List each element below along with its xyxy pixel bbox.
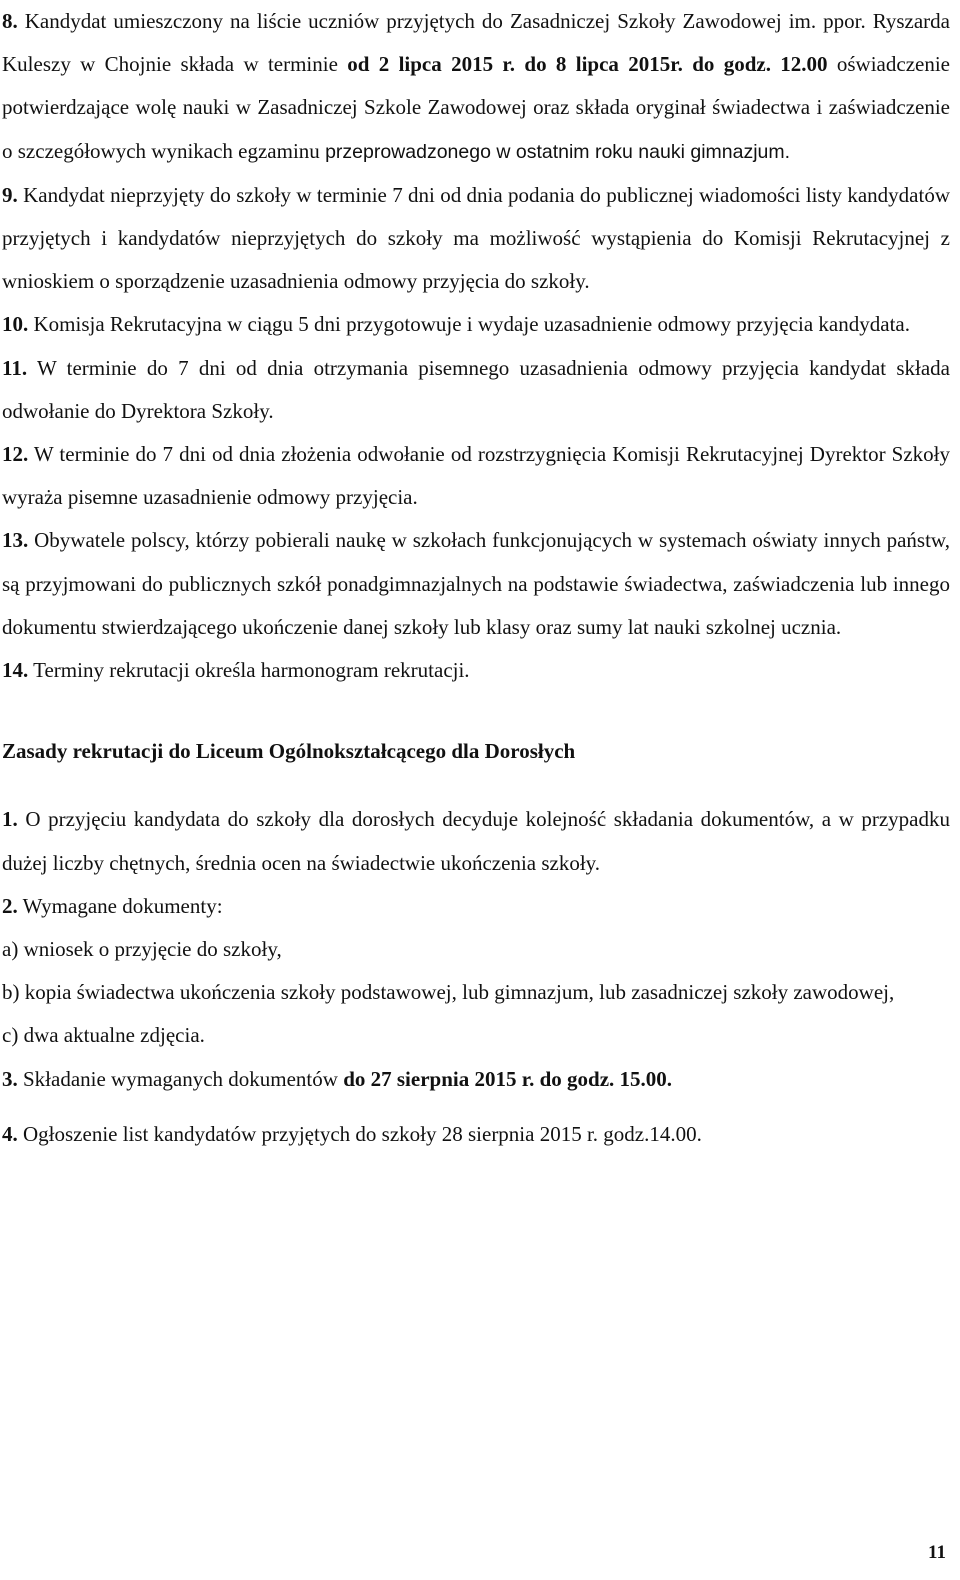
paragraph-number: 13.	[2, 528, 29, 553]
paragraph-text: Kandydat nieprzyjęty do szkoły w terminie 7 dni od dnia podania do publicznej wiadomości listy kandydatów przyjętych i kandydatów nieprzyjętych do szkoły ma możliwość wystąpienia do Komisji Rekrutacyjnej z wnioskiem o sporządzenie uzasadnienia odmowy przyjęcia do szkoły.	[2, 182, 950, 294]
paragraph-number: 12.	[2, 442, 29, 467]
section-paragraph-1	[2, 798, 950, 884]
paragraph-text: W terminie do 7 dni od dnia złożenia odwołanie od rozstrzygnięcia Komisji Rekrutacyjnej Dyrektor Szkoły wyraża pisemne uzasadnienie odmowy przyjęcia.	[2, 442, 950, 510]
paragraph-8	[2, 0, 950, 174]
paragraph-11	[2, 347, 950, 433]
spacer	[2, 692, 950, 730]
section-heading: Zasady rekrutacji do Liceum Ogólnokształcącego dla Dorosłych	[2, 739, 576, 764]
paragraph-text: Ogłoszenie list kandydatów przyjętych do szkoły 28 sierpnia 2015 r. godz.14.00.	[17, 1121, 702, 1146]
paragraph-text: oświadczenie potwierdzające wolę nauki w Zasadniczej Szkole Zawodowej oraz składa oryginał świadectwa i zaświadczenie o szczegółowych wynikach egzaminu	[2, 52, 950, 163]
section-paragraph-3	[2, 1058, 950, 1101]
paragraph-text: Komisja Rekrutacyjna w ciągu 5 dni przygotowuje i wydaje uzasadnienie odmowy przyjęcia kandydata.	[28, 312, 910, 337]
paragraph-9	[2, 174, 950, 304]
paragraph-text: O przyjęciu kandydata do szkoły dla dorosłych decyduje kolejność składania dokumentów, a w przypadku dużej liczby chętnych, średnia ocen na świadectwie ukończenia szkoły.	[2, 807, 950, 875]
document-content	[2, 0, 950, 1156]
spacer	[2, 1101, 950, 1113]
paragraph-bold-text: do 27 sierpnia 2015 r. do godz. 15.00.	[343, 1066, 673, 1091]
paragraph-text: Obywatele polscy, którzy pobierali naukę w szkołach funkcjonujących w systemach oświaty innych państw, są przyjmowani do publicznych szkół ponadgimnazjalnych na podstawie świadectwa, zaświadczenia lub innego dokumentu stwierdzającego ukończenie danej szkoły lub klasy oraz sumy lat nauki szkolnej ucznia.	[2, 528, 950, 639]
paragraph-number: 4.	[2, 1121, 18, 1146]
paragraph-text: Wymagane dokumenty:	[17, 893, 223, 918]
section-paragraph-2	[2, 885, 950, 928]
spacer	[2, 773, 950, 798]
paragraph-number: 11.	[2, 355, 28, 380]
paragraph-14	[2, 649, 950, 692]
list-item-a: a) wniosek o przyjęcie do szkoły,	[2, 937, 282, 962]
paragraph-number: 9.	[2, 182, 18, 207]
paragraph-bold-text: od 2 lipca 2015 r. do 8 lipca 2015r. do godz. 12.00	[347, 52, 828, 77]
paragraph-number: 2.	[2, 893, 18, 918]
list-item-c: c) dwa aktualne zdjęcia.	[2, 1023, 205, 1048]
paragraph-10	[2, 303, 950, 346]
paragraph-text: W terminie do 7 dni od dnia otrzymania pisemnego uzasadnienia odmowy przyjęcia kandydat składa odwołanie do Dyrektora Szkoły.	[2, 355, 950, 423]
paragraph-number: 14.	[2, 658, 29, 683]
paragraph-number: 8.	[2, 9, 18, 33]
paragraph-13	[2, 519, 950, 649]
paragraph-12	[2, 433, 950, 519]
paragraph-text: Składanie wymaganych dokumentów	[17, 1066, 344, 1091]
paragraph-number: 3.	[2, 1066, 18, 1091]
paragraph-number: 10.	[2, 312, 29, 337]
paragraph-number: 1.	[2, 807, 18, 832]
page-number: 11	[928, 1542, 946, 1563]
paragraph-text: Terminy rekrutacji określa harmonogram rekrutacji.	[28, 658, 470, 683]
list-item-b: b) kopia świadectwa ukończenia szkoły podstawowej, lub gimnazjum, lub zasadniczej szkoły zawodowej,	[2, 980, 895, 1005]
paragraph-text: Kandydat umieszczony na liście uczniów przyjętych do Zasadniczej Szkoły Zawodowej im. ppor. Ryszarda Kuleszy w Chojnie składa w terminie	[2, 9, 950, 77]
section-paragraph-4	[2, 1113, 950, 1156]
paragraph-text: przeprowadzonego w ostatnim roku nauki gimnazjum.	[325, 140, 791, 163]
